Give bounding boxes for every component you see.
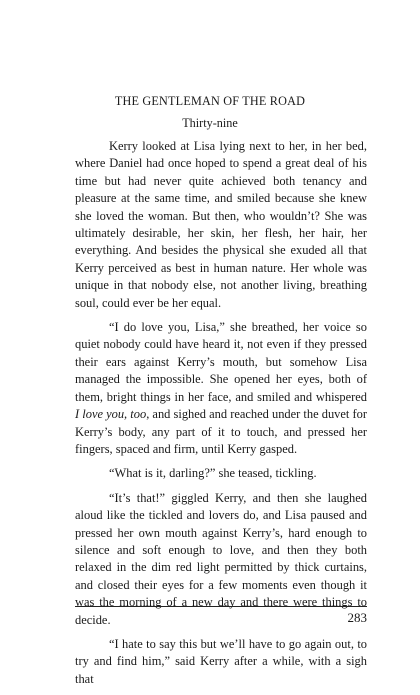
footer-rule — [75, 606, 367, 607]
page-number: 283 — [347, 610, 367, 625]
paragraph-1: Kerry looked at Lisa lying next to her, in her bed, where Daniel had once hoped to spend a great deal of his time but had never quite achieved both tenancy and pleasure at the same time, and smiled because she knew she loved the woman. But then, who wouldn’t? She was ultimately desirable, her skin, her flesh, her hair, her everything. And besides the physical she exuded all that Kerry perceived as best in human nature. Her whole was unique in that nobody else, not another living, breathing soul, could ever be her equal. — [75, 139, 367, 310]
paragraph-2-emphasis: I love you, too — [75, 407, 147, 422]
chapter-title: Thirty-nine — [182, 116, 238, 130]
paragraph-2-after: , and sighed and reached under the duvet for Kerry’s body, any part of it to touch, and pressed her fingers, spaced and firm, until Kerry gasped. — [75, 407, 367, 456]
paragraph-2-before: “I do love you, Lisa,” she breathed, her voice so quiet nobody could have heard it, not even if they pressed their ears against Kerry’s mouth, but somehow Lisa managed the impossible. She opened her eyes, both of them, bright things in her face, and smiled and whispered — [75, 320, 367, 404]
running-title: THE GENTLEMAN OF THE ROAD — [114, 94, 306, 108]
body-text — [75, 138, 367, 695]
paragraph-2 — [75, 319, 367, 458]
paragraph-5: “I hate to say this but we’ll have to go again out, to try and find him,” said Kerry after a while, with a sigh that — [75, 636, 367, 686]
paragraph-4: “It’s that!” giggled Kerry, and then she laughed aloud like the tickled and lovers do, and Lisa paused and pressed her own mouth against Kerry’s, hard enough to silence and soft enough to love, and then they both relaxed in the dim red light permitted by thick curtains, and closed their eyes for a few moments even though it was the morning of a new day and there were things to decide. — [75, 490, 367, 627]
paragraph-3: “What is it, darling?” she teased, tickling. — [109, 466, 317, 481]
